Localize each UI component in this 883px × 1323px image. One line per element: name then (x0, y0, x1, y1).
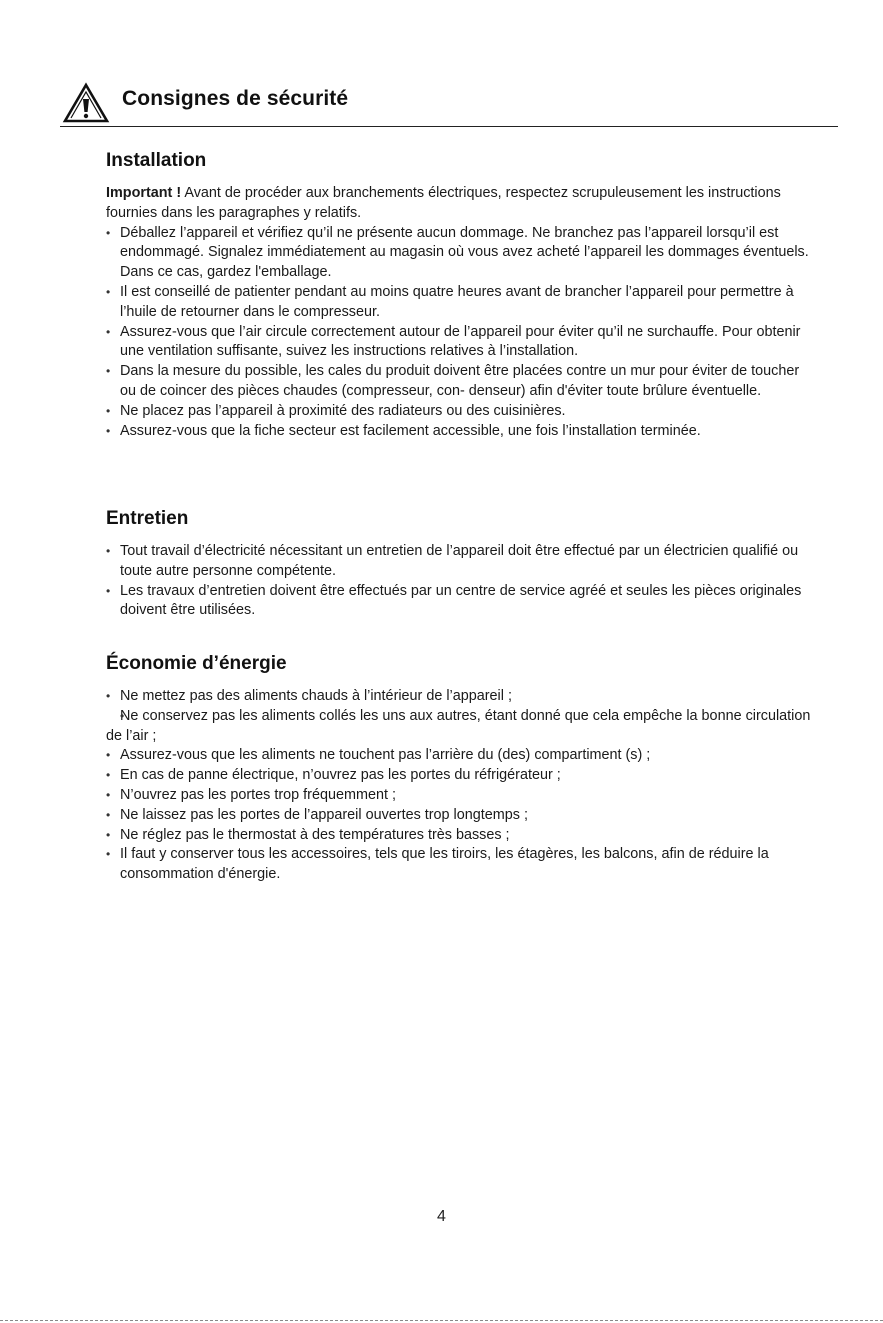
page-number: 4 (437, 1208, 446, 1225)
list-item: • Ne réglez pas le thermostat à des températures très basses ; (106, 826, 811, 846)
entretien-list (106, 542, 811, 621)
list-item: • Tout travail d’électricité nécessitant un entretien de l’appareil doit être effectué par un électricien qualifié ou toute autre personne compétente. (106, 542, 811, 582)
list-item-continuation: de réduire la consommation d'énergie. (120, 846, 769, 883)
economie-section (106, 653, 811, 885)
list-item: • Ne conservez pas les aliments collés les uns aux autres, étant donné que cela empêche la bonne circulation de l’air ; (106, 707, 811, 747)
list-item: • Dans la mesure du possible, les cales du produit doivent être placées contre un mur pour éviter de toucher ou de coincer des pièces chaudes (compresseur, con- denseur) afin d'éviter toute brûlure éventuelle. (106, 362, 811, 402)
list-item: • En cas de panne électrique, n’ouvrez pas les portes du réfrigérateur ; (106, 766, 811, 786)
important-label: Important ! (106, 185, 182, 201)
installation-list (106, 224, 811, 442)
list-item: • Ne laissez pas les portes de l’appareil ouvertes trop longtemps ; (106, 806, 811, 826)
list-item: • Il est conseillé de patienter pendant au moins quatre heures avant de brancher l’appareil pour permettre à l’huile de retourner dans le compresseur. (106, 283, 811, 323)
installation-intro (106, 184, 811, 224)
section-heading-economie: Économie d’énergie (106, 653, 287, 674)
section-heading-entretien: Entretien (106, 508, 189, 529)
list-item: • Assurez-vous que la fiche secteur est facilement accessible, une fois l’installation terminée. (106, 422, 811, 442)
economie-list (106, 687, 811, 885)
page-title: Consignes de sécurité (122, 87, 349, 110)
intro-text: Avant de procéder aux branchements électriques, respectez scrupuleusement les instructions fournies dans les paragraphes y relatifs. (106, 185, 781, 221)
list-item: • N’ouvrez pas les portes trop fréquemment ; (106, 786, 811, 806)
list-item: • Déballez l’appareil et vérifiez qu’il ne présente aucun dommage. Ne branchez pas l’appareil lorsqu’il est endommagé. Signalez immédiatement au magasin où vous avez acheté l’appareil les dommages éventuels. Dans ce cas, gardez l'emballage. (106, 224, 811, 283)
list-item (106, 845, 811, 885)
warning-triangle-icon (62, 82, 110, 124)
list-item-line: Il faut y conserver tous les accessoires, tels que les tiroirs, les étagères, les balcons, afin (120, 846, 685, 863)
entretien-section (106, 508, 811, 621)
list-item: • Assurez-vous que l’air circule correctement autour de l’appareil pour éviter qu’il ne surchauffe. Pour obtenir une ventilation suffisante, suivez les instructions relatives à l’installation. (106, 323, 811, 363)
bottom-divider (0, 1320, 883, 1321)
section-header (60, 80, 838, 127)
installation-section (106, 150, 811, 441)
section-heading-installation: Installation (106, 150, 207, 171)
list-item: • Les travaux d’entretien doivent être effectués par un centre de service agréé et seules les pièces originales doivent être utilisées. (106, 582, 811, 622)
list-item: • Ne mettez pas des aliments chauds à l’intérieur de l’appareil ; (106, 687, 811, 707)
list-item: • Ne placez pas l’appareil à proximité des radiateurs ou des cuisinières. (106, 402, 811, 422)
list-item: • Assurez-vous que les aliments ne touchent pas l’arrière du (des) compartiment (s) ; (106, 746, 811, 766)
